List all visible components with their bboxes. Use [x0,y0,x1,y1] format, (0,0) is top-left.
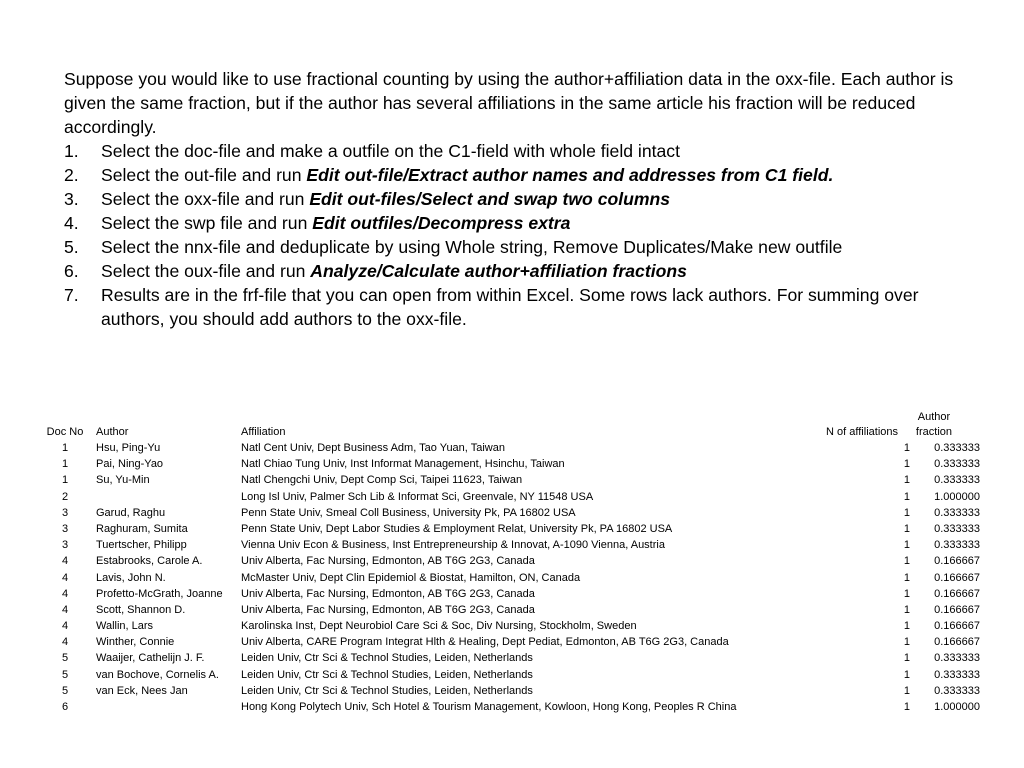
header-affiliation: Affiliation [241,426,286,438]
step-text: Select the swp file and run [101,213,313,233]
step-text: Results are in the frf-file that you can open from within Excel. Some rows lack authors. For summing over authors, you should add authors to the oxx-file. [101,285,919,329]
table-row [0,602,1024,618]
intro-paragraph: Suppose you would like to use fractional counting by using the author+affiliation data in the oxx-file. Each author is given the same fraction, but if the author has several affiliations in the same article his fraction will be reduced accordingly. [64,69,954,137]
author-cell: Wallin, Lars [96,620,154,633]
step-number: 7. [64,285,79,305]
step-item [64,187,964,211]
table-row [0,586,1024,602]
affiliation-cell: Natl Cent Univ, Dept Business Adm, Tao Yuan, Taiwan [241,442,505,454]
n-affiliations-cell: 1 [903,652,910,665]
step-text: Select the doc-file and make a outfile on the C1-field with whole field intact [101,141,680,161]
author-fraction-cell: 0.166667 [934,555,980,568]
n-affiliations-cell: 1 [903,620,910,633]
doc-no-cell: 3 [61,522,69,535]
author-fraction-cell: 0.333333 [934,668,980,681]
affiliation-cell: Karolinska Inst, Dept Neurobiol Care Sci & Soc, Div Nursing, Stockholm, Sweden [241,620,637,633]
affiliation-cell: Penn State Univ, Dept Labor Studies & Employment Relat, University Pk, PA 16802 USA [241,522,673,535]
step-item [64,163,964,187]
doc-no-cell: 1 [61,474,69,487]
author-fraction-cell: 0.166667 [934,571,980,584]
n-affiliations-cell: 1 [903,522,910,535]
n-affiliations-cell: 1 [903,668,910,681]
author-fraction-cell: 0.333333 [934,442,980,454]
author-fraction-cell: 0.333333 [934,684,980,697]
affiliation-cell: Univ Alberta, Fac Nursing, Edmonton, AB T6G 2G3, Canada [241,555,535,568]
table-row [0,618,1024,634]
author-cell: Winther, Connie [96,636,175,649]
step-item [64,283,964,331]
n-affiliations-cell: 1 [903,539,910,552]
table-row [0,489,1024,505]
step-command: Edit out-files/Select and swap two columns [309,189,671,209]
n-affiliations-cell: 1 [903,474,910,487]
step-number: 5. [64,237,79,257]
author-cell: Waaijer, Cathelijn J. F. [96,652,205,665]
header-fraction-line2: fraction [915,426,952,438]
doc-no-cell: 4 [61,571,69,584]
affiliation-cell: Univ Alberta, Fac Nursing, Edmonton, AB T6G 2G3, Canada [241,587,535,600]
affiliation-cell: Univ Alberta, CARE Program Integrat Hlth & Healing, Dept Pediat, Edmonton, AB T6G 2G3, Canada [241,636,729,649]
doc-no-cell: 1 [61,442,69,454]
author-cell: Profetto-McGrath, Joanne [96,587,223,600]
step-number: 6. [64,261,79,281]
table-row [0,683,1024,699]
table-row [0,456,1024,472]
author-fraction-cell: 0.333333 [934,506,980,519]
table-row [0,650,1024,666]
doc-no-cell: 1 [61,458,69,471]
header-author-fraction [916,410,952,440]
step-item [64,139,964,163]
author-fraction-cell: 0.333333 [934,458,980,471]
doc-no-cell: 4 [61,636,69,649]
n-affiliations-cell: 1 [903,555,910,568]
affiliation-cell: Univ Alberta, Fac Nursing, Edmonton, AB T6G 2G3, Canada [241,603,535,616]
doc-no-cell: 5 [61,652,69,665]
table-row [0,667,1024,683]
n-affiliations-cell: 1 [903,571,910,584]
step-text: Select the nnx-file and deduplicate by using Whole string, Remove Duplicates/Make new outfile [101,237,843,257]
author-fraction-cell: 0.333333 [934,522,980,535]
step-text: Select the oxx-file and run [101,189,310,209]
n-affiliations-cell: 1 [903,603,910,616]
author-cell: van Eck, Nees Jan [96,684,188,697]
n-affiliations-cell: 1 [903,684,910,697]
step-item [64,235,964,259]
step-command: Analyze/Calculate author+affiliation fractions [310,261,687,281]
table-body [0,440,1024,715]
n-affiliations-cell: 1 [903,506,910,519]
step-command: Edit out-file/Extract author names and addresses from C1 field. [306,165,834,185]
table-row [0,472,1024,488]
author-cell: Tuertscher, Philipp [96,539,187,552]
author-cell: Scott, Shannon D. [96,603,186,616]
author-cell: Pai, Ning-Yao [96,458,164,471]
step-text: Select the out-file and run [101,165,307,185]
table-row [0,440,1024,456]
affiliation-cell: Hong Kong Polytech Univ, Sch Hotel & Tourism Management, Kowloon, Hong Kong, Peoples R China [241,701,737,713]
table-row [0,537,1024,553]
author-cell: Su, Yu-Min [96,474,150,487]
doc-no-cell: 4 [61,555,69,568]
table-row [0,634,1024,650]
steps-list [64,139,964,331]
author-fraction-cell: 0.166667 [934,636,980,649]
results-table [0,408,1024,715]
affiliation-cell: Leiden Univ, Ctr Sci & Technol Studies, Leiden, Netherlands [241,668,533,681]
author-cell: Estabrooks, Carole A. [96,555,203,568]
n-affiliations-cell: 1 [903,458,910,471]
step-item [64,211,964,235]
step-item [64,259,964,283]
doc-no-cell: 5 [61,684,69,697]
affiliation-cell: Vienna Univ Econ & Business, Inst Entrepreneurship & Innovat, A-1090 Vienna, Austria [241,539,665,552]
author-cell: Garud, Raghu [96,506,166,519]
table-row [0,699,1024,715]
doc-no-cell: 4 [61,620,69,633]
header-doc-no: Doc No [46,426,84,438]
author-fraction-cell: 0.166667 [934,587,980,600]
doc-no-cell: 6 [61,701,69,713]
doc-no-cell: 5 [61,668,69,681]
header-n-affiliations: N of affiliations [826,426,898,438]
author-cell: Raghuram, Sumita [96,522,188,535]
affiliation-cell: Natl Chiao Tung Univ, Inst Informat Management, Hsinchu, Taiwan [241,458,565,471]
affiliation-cell: Leiden Univ, Ctr Sci & Technol Studies, Leiden, Netherlands [241,684,533,697]
author-fraction-cell: 0.333333 [934,652,980,665]
doc-no-cell: 2 [61,490,69,503]
author-cell: Lavis, John N. [96,571,166,584]
author-cell: Hsu, Ping-Yu [96,442,161,454]
table-header [0,408,1024,440]
n-affiliations-cell: 1 [903,701,910,713]
step-text: Select the oux-file and run [101,261,311,281]
author-cell: van Bochove, Cornelis A. [96,668,219,681]
header-fraction-line1: Author [917,411,951,423]
doc-no-cell: 4 [61,603,69,616]
doc-no-cell: 3 [61,539,69,552]
table-row [0,521,1024,537]
n-affiliations-cell: 1 [903,490,910,503]
affiliation-cell: McMaster Univ, Dept Clin Epidemiol & Biostat, Hamilton, ON, Canada [241,571,581,584]
header-author: Author [96,426,129,438]
n-affiliations-cell: 1 [903,587,910,600]
table-row [0,505,1024,521]
affiliation-cell: Natl Chengchi Univ, Dept Comp Sci, Taipei 11623, Taiwan [241,474,523,487]
table-row [0,570,1024,586]
author-fraction-cell: 1.000000 [934,701,980,713]
step-command: Edit outfiles/Decompress extra [312,213,571,233]
author-fraction-cell: 0.333333 [934,539,980,552]
n-affiliations-cell: 1 [903,636,910,649]
author-fraction-cell: 0.166667 [934,603,980,616]
author-fraction-cell: 0.333333 [934,474,980,487]
author-fraction-cell: 1.000000 [934,490,980,503]
instructions [64,67,964,331]
step-number: 3. [64,189,79,209]
author-fraction-cell: 0.166667 [934,620,980,633]
affiliation-cell: Long Isl Univ, Palmer Sch Lib & Informat Sci, Greenvale, NY 11548 USA [241,490,594,503]
affiliation-cell: Leiden Univ, Ctr Sci & Technol Studies, Leiden, Netherlands [241,652,533,665]
doc-no-cell: 3 [61,506,69,519]
table-row [0,553,1024,569]
doc-no-cell: 4 [61,587,69,600]
n-affiliations-cell: 1 [903,442,910,454]
step-number: 1. [64,141,79,161]
affiliation-cell: Penn State Univ, Smeal Coll Business, University Pk, PA 16802 USA [241,506,576,519]
step-number: 4. [64,213,79,233]
step-number: 2. [64,165,79,185]
